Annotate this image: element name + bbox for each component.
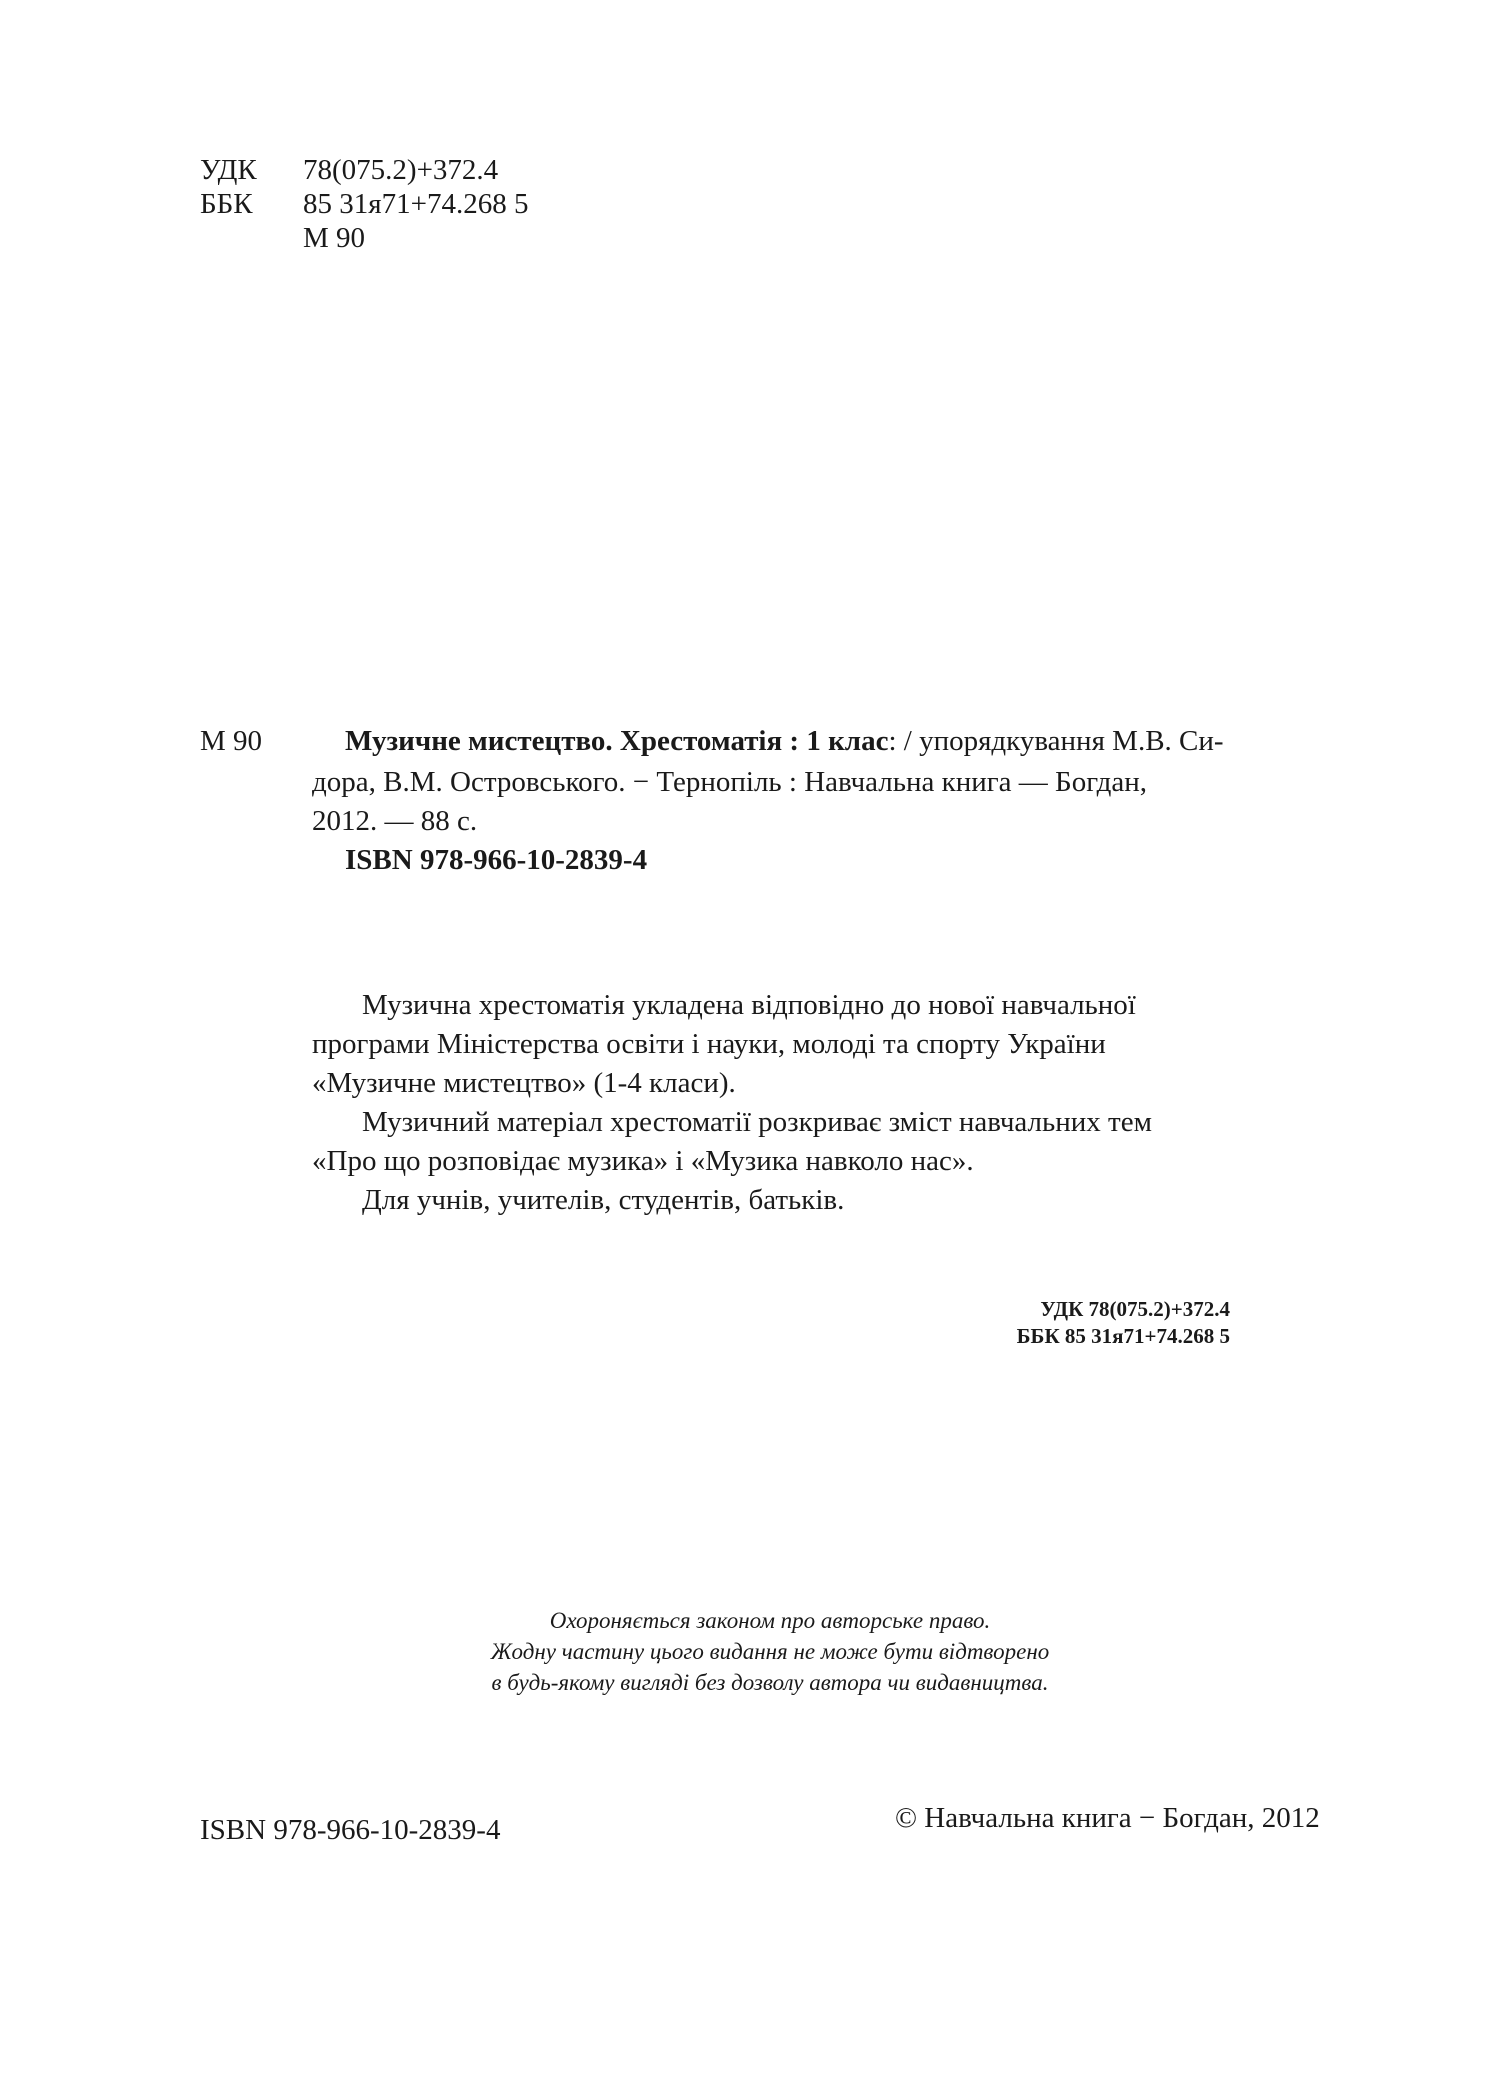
bbk-value: 85 31я71+74.268 5 xyxy=(303,188,529,220)
bbk-row xyxy=(200,187,700,221)
footer-isbn: ISBN 978-966-10-2839-4 xyxy=(200,1814,501,1846)
codes-udk: УДК 78(075.2)+372.4 xyxy=(1040,1297,1230,1321)
annotation-line-6: Для учнів, учителів, студентів, батьків. xyxy=(362,1184,845,1216)
notice-line-1: Охороняється законом про авторське право. xyxy=(549,1608,991,1633)
entry-title: Музичне мистецтво. Хрестоматія : 1 клас xyxy=(345,725,889,757)
classification-codes xyxy=(1017,1296,1230,1350)
notice-line-2: Жодну частину цього видання не може бути відтворено xyxy=(490,1639,1050,1664)
entry-mark: М 90 xyxy=(200,725,263,757)
copyright-notice xyxy=(430,1605,1110,1698)
annotation-line-5: «Про що розповідає музика» і «Музика навколо нас». xyxy=(312,1145,974,1177)
udk-label: УДК xyxy=(200,154,257,186)
annotation-line-1: Музична хрестоматія укладена відповідно до нової навчальної xyxy=(362,989,1136,1021)
author-mark-row xyxy=(200,221,700,255)
author-mark: М 90 xyxy=(303,222,366,254)
udk-value: 78(075.2)+372.4 xyxy=(303,154,499,186)
annotation-line-4: Музичний матеріал хрестоматії розкриває зміст навчальних тем xyxy=(362,1106,1152,1138)
entry-line-1-rest: : / упорядкування М.В. Си- xyxy=(888,725,1224,757)
codes-bbk: ББК 85 31я71+74.268 5 xyxy=(1016,1324,1230,1348)
annotation-line-3: «Музичне мистецтво» (1-4 класи). xyxy=(312,1067,736,1099)
bbk-label: ББК xyxy=(200,188,253,220)
notice-line-3: в будь-якому вигляді без дозволу автора чи видавництва. xyxy=(491,1670,1049,1695)
footer-copyright: © Навчальна книга − Богдан, 2012 xyxy=(895,1802,1320,1834)
udk-row xyxy=(200,153,700,187)
entry-line-3: 2012. — 88 с. xyxy=(312,805,478,837)
entry-isbn: ISBN 978-966-10-2839-4 xyxy=(345,844,648,876)
annotation-line-2: програми Міністерства освіти і науки, молоді та спорту України xyxy=(312,1028,1106,1060)
entry-line-2: дора, В.М. Островського. − Тернопіль : Навчальна книга — Богдан, xyxy=(312,766,1148,798)
entry-line-1 xyxy=(345,724,1247,758)
